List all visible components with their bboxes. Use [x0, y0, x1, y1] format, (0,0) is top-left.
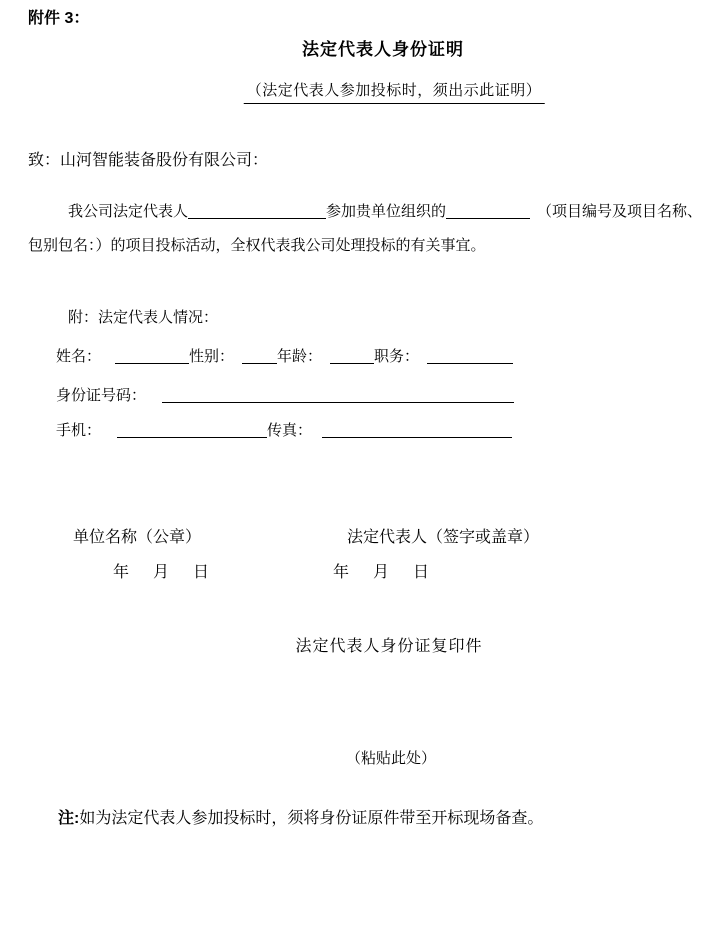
note-text: 如为法定代表人参加投标时，须将身份证原件带至开标现场备查。	[79, 810, 544, 827]
rep-info-row-name	[56, 347, 513, 366]
rep-info-heading: 附：法定代表人情况：	[68, 309, 219, 326]
blank-gender	[242, 349, 277, 364]
body-text-after-name: 参加贵单位组织的	[326, 203, 447, 220]
attachment-label: 附件 3：	[28, 10, 90, 27]
body-text-before-name: 我公司法定代表人	[68, 203, 189, 220]
document-subtitle	[244, 81, 545, 104]
mobile-label: 手机：	[56, 422, 102, 439]
gender-label: 性别：	[189, 348, 235, 365]
body-paragraph-line-2: 包别包名：）的项目投标活动，全权代表我公司处理投标的有关事宜。	[28, 237, 486, 254]
blank-id-number	[162, 388, 514, 403]
blank-project-name	[446, 204, 530, 219]
blank-mobile	[117, 423, 267, 438]
body-paragraph-line-1	[68, 202, 702, 221]
name-label: 姓名：	[56, 348, 102, 365]
rep-info-row-phone	[56, 421, 512, 440]
company-date-line: 年 月 日	[113, 564, 214, 581]
rep-info-row-id	[56, 386, 514, 405]
blank-age	[330, 349, 374, 364]
position-label: 职务：	[374, 348, 420, 365]
rep-signature-label: 法定代表人（签字或盖章）	[347, 529, 540, 546]
addressee-line: 致：山河智能装备股份有限公司：	[28, 152, 269, 169]
id-number-label: 身份证号码：	[56, 387, 147, 404]
paste-here-placeholder: （粘贴此处）	[345, 750, 437, 767]
blank-position	[427, 349, 513, 364]
footer-note	[58, 809, 543, 828]
age-label: 年龄：	[277, 348, 323, 365]
document-subtitle-text: （法定代表人参加投标时，须出示此证明）	[244, 81, 545, 104]
rep-date-line: 年 月 日	[333, 564, 434, 581]
company-seal-label: 单位名称（公章）	[73, 529, 202, 546]
fax-label: 传真：	[267, 422, 313, 439]
blank-representative-name	[188, 204, 326, 219]
blank-fax	[322, 423, 512, 438]
document-title: 法定代表人身份证明	[302, 40, 464, 59]
body-text-parenthetical: （项目编号及项目名称、	[537, 203, 703, 220]
id-copy-heading: 法定代表人身份证复印件	[295, 638, 483, 655]
note-label: 注:	[58, 810, 80, 827]
blank-name	[115, 349, 189, 364]
